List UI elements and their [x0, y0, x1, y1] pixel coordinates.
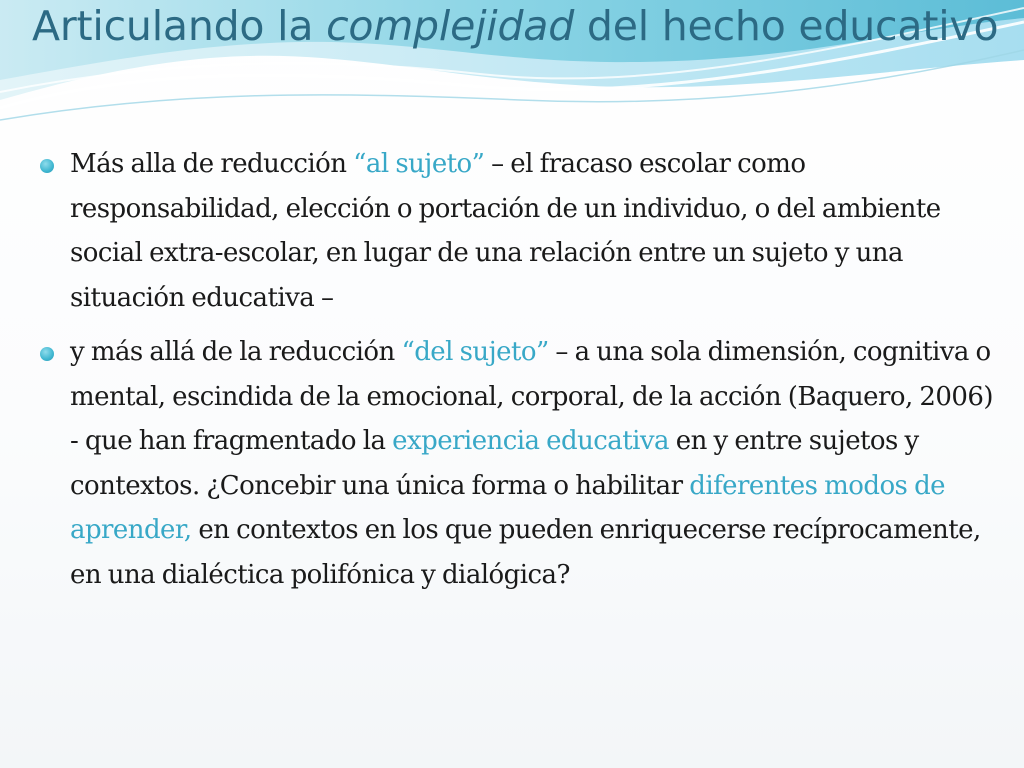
bullet-dot-icon [40, 159, 54, 173]
bullet-2-text-1: y más allá de la reducción [70, 337, 402, 367]
title-emphasis: complejidad [326, 2, 575, 50]
bullet-list [38, 142, 998, 607]
bullet-dot-icon [40, 347, 54, 361]
bullet-1-text-1: Más alla de reducción [70, 149, 354, 179]
highlight-diferentes-modos: diferentes modos de aprender, [70, 470, 945, 545]
highlight-al-sujeto: “al sujeto” [353, 149, 485, 179]
highlight-experiencia-educativa: experiencia educativa [392, 426, 670, 456]
bullet-item-2 [38, 330, 998, 597]
bullet-2-text-4: en contextos en los que pueden enriquecerse recíprocamente, en una dialéctica polifónica y dialógica? [70, 515, 981, 590]
bullet-item-1 [38, 142, 998, 320]
slide-title [32, 2, 1002, 50]
title-part-1: Articulando la [32, 2, 327, 50]
bullet-2-text-2: – a una sola dimensión, cognitiva o mental, escindida de la emocional, corporal, de la acción (Baquero, 2006) - que han fragmentado la [70, 337, 993, 456]
bullet-2-text-3: en y entre sujetos y contextos. ¿Concebir una única forma o habilitar [70, 426, 919, 501]
bullet-1-text-2: – el fracaso escolar como responsabilidad, elección o portación de un individuo, o del ambiente social extra-escolar, en lugar de una relación entre un sujeto y una situación educativa – [70, 149, 941, 313]
title-part-2: del hecho educativo [574, 2, 999, 50]
highlight-del-sujeto: “del sujeto” [401, 337, 549, 367]
